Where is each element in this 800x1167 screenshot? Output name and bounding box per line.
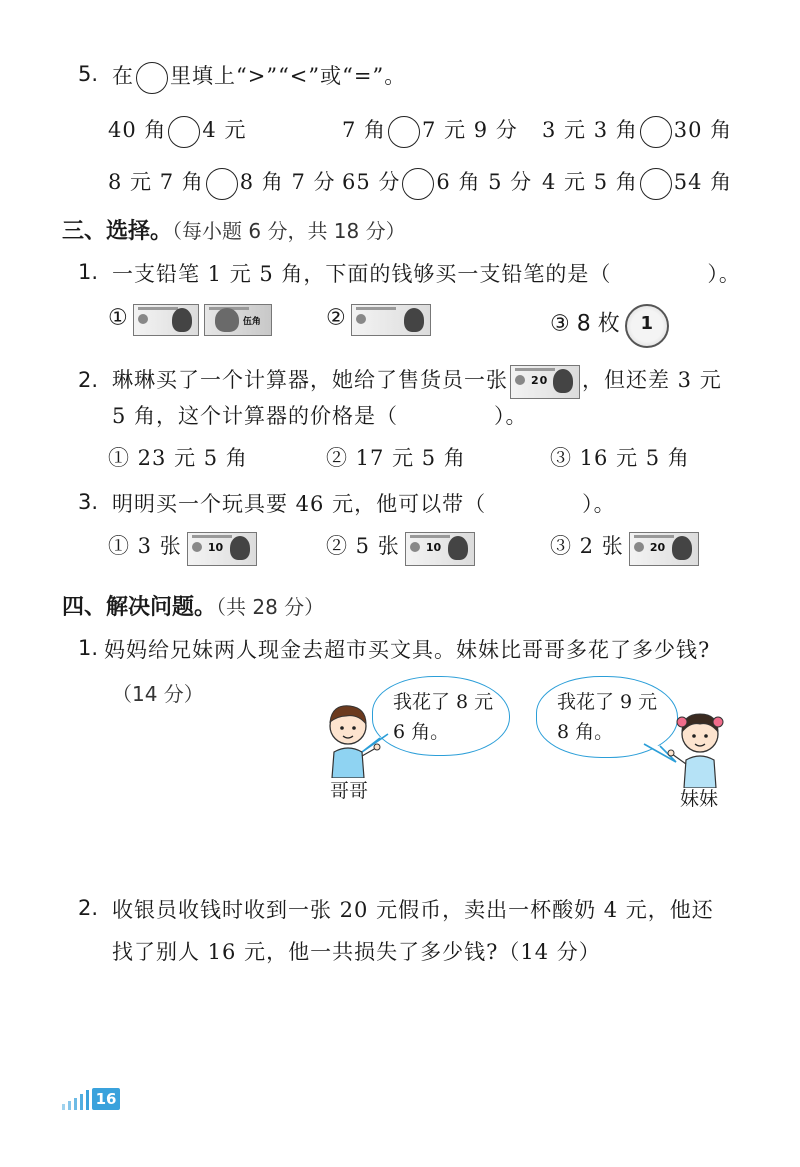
speech-bubble-girl: 我花了 9 元 8 角。 xyxy=(536,676,678,758)
s3-q2-line2: 5 角，这个计算器的价格是（ ）。 xyxy=(112,404,528,428)
q5-item-1-1: 40 角 4 元 xyxy=(108,114,246,148)
s4-p1-score: （14 分） xyxy=(112,682,204,706)
q5-item-1-2: 7 角 7 元 9 分 xyxy=(342,114,518,148)
q5-inst-b: 里填上“>”“<”或“=”。 xyxy=(170,64,407,88)
s3-q2-number: 2. xyxy=(78,368,99,392)
q5-number: 5. xyxy=(78,62,99,86)
q5-item-2-1: 8 元 7 角 8 角 7 分 xyxy=(108,166,336,200)
banknote-icon xyxy=(351,304,431,336)
page-number: 16 xyxy=(92,1088,120,1110)
section-3-header xyxy=(62,214,406,245)
q5-item-2-2: 65 分 6 角 5 分 xyxy=(342,166,532,200)
signal-bars-icon xyxy=(60,1088,92,1110)
banknote-icon: 10 xyxy=(405,532,475,566)
section-4-header xyxy=(62,590,324,621)
q5-item-2-3: 4 元 5 角 54 角 xyxy=(542,166,732,200)
boy-label: 哥哥 xyxy=(330,780,369,802)
q5-item-1-3: 3 元 3 角 30 角 xyxy=(542,114,732,148)
answer-circle[interactable] xyxy=(640,168,672,200)
section-4-note: （共 28 分） xyxy=(216,595,325,619)
speech-bubble-boy: 我花了 8 元 6 角。 xyxy=(372,676,510,756)
banknote-icon: 10 xyxy=(187,532,257,566)
s3-q2-option-2[interactable]: ② 17 元 5 角 xyxy=(326,446,466,470)
banknote-icon: 20 xyxy=(510,365,580,399)
s3-q2-option-1[interactable]: ① 23 元 5 角 xyxy=(108,446,248,470)
answer-circle[interactable] xyxy=(168,116,200,148)
q5-inst-a: 在 xyxy=(112,64,134,88)
s3-q1-option-1[interactable]: ① 伍角 xyxy=(108,304,272,336)
s3-q2-option-3[interactable]: ③ 16 元 5 角 xyxy=(550,446,690,470)
answer-circle[interactable] xyxy=(206,168,238,200)
s3-q3-option-1[interactable]: ① 3 张 10 xyxy=(108,530,257,566)
answer-circle[interactable] xyxy=(388,116,420,148)
s3-q1-option-3[interactable]: ③ 8 枚 1 xyxy=(550,304,669,348)
banknote-icon: 伍角 xyxy=(204,304,272,336)
s3-q1-number: 1. xyxy=(78,260,99,284)
s3-q3-number: 3. xyxy=(78,490,99,514)
s4-p2-line1: 收银员收钱时收到一张 20 元假币，卖出一杯酸奶 4 元，他还 xyxy=(112,898,714,922)
s4-p2-line2: 找了别人 16 元，他一共损失了多少钱?（14 分） xyxy=(112,940,601,964)
section-3-note: （每小题 6 分，共 18 分） xyxy=(172,219,406,243)
s4-p1-number: 1. xyxy=(78,636,99,660)
section-4-title: 四、解决问题。 xyxy=(62,595,217,620)
s3-q2-line1: 琳琳买了一个计算器，她给了售货员一张 20 ，但还差 3 元 xyxy=(112,364,722,399)
boy-illustration xyxy=(318,700,384,778)
girl-illustration xyxy=(664,708,734,788)
s3-q3-option-3[interactable]: ③ 2 张 20 xyxy=(550,530,699,566)
q5-instruction xyxy=(112,60,406,94)
s4-p1-text: 妈妈给兄妹两人现金去超市买文具。妹妹比哥哥多花了多少钱? xyxy=(104,638,711,662)
s3-q3-text: 明明买一个玩具要 46 元，他可以带（ ）。 xyxy=(112,492,616,516)
s3-q1-text: 一支铅笔 1 元 5 角，下面的钱够买一支铅笔的是（ ）。 xyxy=(112,262,741,286)
girl-label: 妹妹 xyxy=(680,788,719,810)
answer-circle[interactable] xyxy=(402,168,434,200)
s4-p2-number: 2. xyxy=(78,896,99,920)
section-3-title: 三、选择。 xyxy=(62,219,173,244)
s3-q1-option-2[interactable]: ② xyxy=(326,304,431,336)
s3-q3-option-2[interactable]: ② 5 张 10 xyxy=(326,530,475,566)
coin-icon: 1 xyxy=(625,304,669,348)
banknote-icon xyxy=(133,304,199,336)
banknote-icon: 20 xyxy=(629,532,699,566)
answer-circle[interactable] xyxy=(136,62,168,94)
answer-circle[interactable] xyxy=(640,116,672,148)
